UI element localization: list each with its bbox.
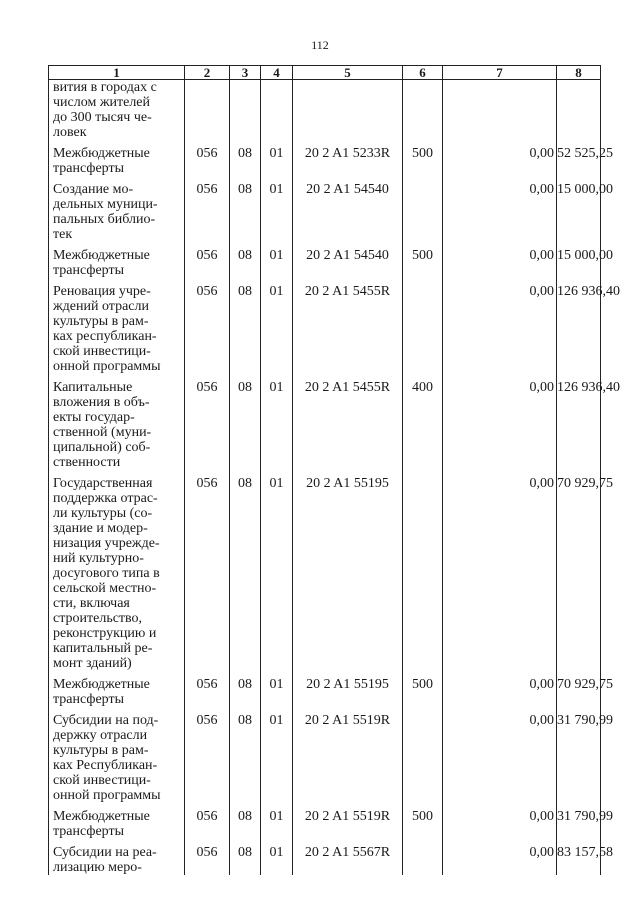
budget-table	[48, 65, 620, 875]
column-header: 7	[443, 66, 557, 80]
code-subsection: 01	[261, 707, 293, 803]
column-header: 2	[185, 66, 230, 80]
header-row	[49, 66, 601, 80]
code-expense-type: 500	[403, 242, 443, 278]
code-section	[230, 80, 261, 141]
code-target: 20 2 A1 5233R	[293, 140, 403, 176]
amount-col8: 31 790,99	[557, 707, 601, 803]
row-name: Межбюджетные трансферты	[49, 140, 185, 176]
code-expense-type	[403, 839, 443, 875]
code-ministry: 056	[185, 242, 230, 278]
row-name: Межбюджетные трансферты	[49, 671, 185, 707]
amount-col7: 0,00	[443, 803, 557, 839]
code-target: 20 2 A1 5455R	[293, 374, 403, 470]
table-row	[49, 374, 601, 470]
code-target: 20 2 A1 55195	[293, 470, 403, 671]
code-subsection: 01	[261, 278, 293, 374]
code-target: 20 2 A1 55195	[293, 671, 403, 707]
code-subsection: 01	[261, 803, 293, 839]
column-header: 5	[293, 66, 403, 80]
code-expense-type	[403, 470, 443, 671]
amount-col7: 0,00	[443, 374, 557, 470]
column-header: 4	[261, 66, 293, 80]
row-name: Государственная поддержка отрас- ли культуры (со- здание и модер- низация учрежде- ний культурно- досугового типа в сельской местно- сти, включая строительство, реконструкцию и капитальный ре- монт зданий)	[49, 470, 185, 671]
code-expense-type	[403, 707, 443, 803]
column-header: 1	[49, 66, 185, 80]
code-subsection: 01	[261, 671, 293, 707]
code-ministry: 056	[185, 278, 230, 374]
code-section: 08	[230, 707, 261, 803]
amount-col8: 126 936,40	[557, 278, 601, 374]
code-target: 20 2 A1 5455R	[293, 278, 403, 374]
amount-col8: 52 525,25	[557, 140, 601, 176]
amount-col8: 70 929,75	[557, 470, 601, 671]
code-ministry: 056	[185, 803, 230, 839]
code-section: 08	[230, 470, 261, 671]
code-section: 08	[230, 278, 261, 374]
amount-col7: 0,00	[443, 176, 557, 242]
code-subsection: 01	[261, 140, 293, 176]
column-header: 3	[230, 66, 261, 80]
code-ministry: 056	[185, 839, 230, 875]
amount-col7: 0,00	[443, 839, 557, 875]
amount-col8: 83 157,58	[557, 839, 601, 875]
amount-col8: 15 000,00	[557, 176, 601, 242]
amount-col8	[557, 80, 601, 141]
code-target: 20 2 A1 54540	[293, 176, 403, 242]
table-row	[49, 176, 601, 242]
amount-col7: 0,00	[443, 278, 557, 374]
code-expense-type: 500	[403, 803, 443, 839]
table-body	[49, 80, 620, 876]
code-expense-type: 500	[403, 671, 443, 707]
code-target: 20 2 A1 54540	[293, 242, 403, 278]
code-expense-type: 500	[403, 140, 443, 176]
amount-col7: 0,00	[443, 242, 557, 278]
code-subsection: 01	[261, 374, 293, 470]
row-name: Капитальные вложения в объ- екты государ- ственной (муни- ципальной) соб- ственности	[49, 374, 185, 470]
amount-col8: 31 790,99	[557, 803, 601, 839]
code-subsection: 01	[261, 470, 293, 671]
amount-col7: 0,00	[443, 140, 557, 176]
code-section: 08	[230, 374, 261, 470]
code-expense-type	[403, 80, 443, 141]
code-section: 08	[230, 803, 261, 839]
code-ministry: 056	[185, 176, 230, 242]
row-name: Реновация учре- ждений отрасли культуры в рам- ках республикан- ской инвестици- онной программы	[49, 278, 185, 374]
column-header: 6	[403, 66, 443, 80]
table-row	[49, 80, 601, 141]
table-row	[49, 278, 601, 374]
amount-col8: 126 936,40	[557, 374, 601, 470]
amount-col7	[443, 80, 557, 141]
row-name: Субсидии на под- держку отрасли культуры в рам- ках Республикан- ской инвестици- онной программы	[49, 707, 185, 803]
code-subsection: 01	[261, 242, 293, 278]
code-expense-type: 400	[403, 374, 443, 470]
table-row	[49, 470, 601, 671]
code-target: 20 2 A1 5519R	[293, 803, 403, 839]
code-ministry: 056	[185, 671, 230, 707]
row-name: Субсидии на реа- лизацию меро-	[49, 839, 185, 875]
row-name: вития в городах с числом жителей до 300 тысяч че- ловек	[49, 80, 185, 141]
code-expense-type	[403, 176, 443, 242]
row-name: Создание мо- дельных муници- пальных библио- тек	[49, 176, 185, 242]
code-ministry: 056	[185, 374, 230, 470]
code-ministry: 056	[185, 707, 230, 803]
amount-col7: 0,00	[443, 671, 557, 707]
row-name: Межбюджетные трансферты	[49, 242, 185, 278]
table-row	[49, 803, 601, 839]
code-target: 20 2 A1 5519R	[293, 707, 403, 803]
code-section: 08	[230, 140, 261, 176]
code-expense-type	[403, 278, 443, 374]
code-section: 08	[230, 176, 261, 242]
table-row	[49, 671, 601, 707]
amount-col7: 0,00	[443, 470, 557, 671]
table-row	[49, 140, 601, 176]
table-row	[49, 839, 601, 875]
code-subsection: 01	[261, 176, 293, 242]
column-header: 8	[557, 66, 601, 80]
code-section: 08	[230, 671, 261, 707]
code-ministry: 056	[185, 470, 230, 671]
code-section: 08	[230, 839, 261, 875]
code-subsection	[261, 80, 293, 141]
page-number: 112	[311, 38, 329, 52]
code-ministry: 056	[185, 140, 230, 176]
code-target	[293, 80, 403, 141]
row-name: Межбюджетные трансферты	[49, 803, 185, 839]
table-row	[49, 707, 601, 803]
amount-col7: 0,00	[443, 707, 557, 803]
code-target: 20 2 A1 5567R	[293, 839, 403, 875]
table-row	[49, 242, 601, 278]
amount-col8: 70 929,75	[557, 671, 601, 707]
code-ministry	[185, 80, 230, 141]
amount-col8: 15 000,00	[557, 242, 601, 278]
code-subsection: 01	[261, 839, 293, 875]
code-section: 08	[230, 242, 261, 278]
